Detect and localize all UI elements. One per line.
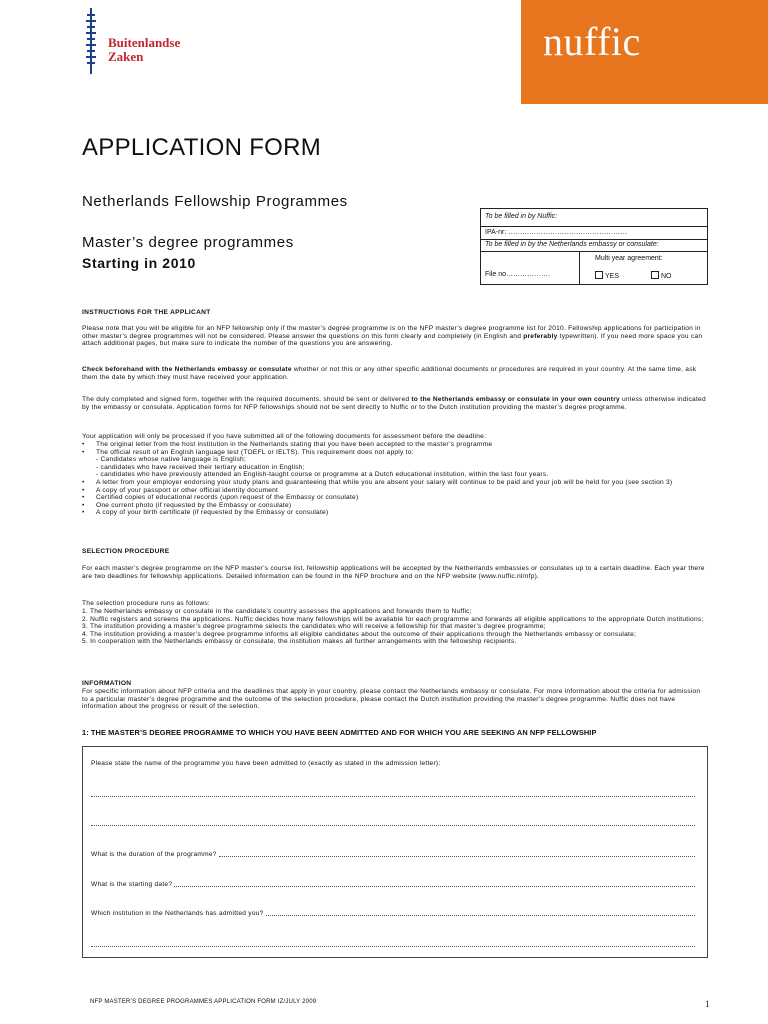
programme-name-question: Please state the name of the programme you have been admitted to (exactly as stated in the admission letter): xyxy=(91,760,441,767)
institution-question: Which institution in the Netherlands has admitted you? xyxy=(91,910,264,917)
starting-date-row xyxy=(91,881,695,888)
yes-option[interactable]: YES xyxy=(595,271,619,280)
list-item: • A letter from your employer endorsing your study plans and guaranteeing that while you are absent your salary will continue to be paid and your job will be held for you (see section 3) xyxy=(82,479,706,487)
ipa-nr-field[interactable]: IPA-nr: …………………………………………… xyxy=(485,229,628,236)
page-footer: NFP MASTER’S DEGREE PROGRAMMES APPLICATION FORM IZ/JULY 2009 xyxy=(90,999,317,1005)
no-checkbox[interactable] xyxy=(651,271,659,279)
list-item: 5. In cooperation with the Netherlands embassy or consulate, the institution makes all further arrangements with the fellowship recipients. xyxy=(82,638,517,646)
programme-subtitle: Netherlands Fellowship Programmes xyxy=(82,193,348,210)
yes-checkbox[interactable] xyxy=(595,271,603,279)
duration-row xyxy=(91,851,695,858)
required-documents-list xyxy=(82,441,706,517)
section-1-form xyxy=(82,746,708,958)
list-item: 1. The Netherlands embassy or consulate in the candidate’s country assesses the applications and forwards them to Nuffic; xyxy=(82,608,472,615)
list-item: • One current photo (if requested by the Embassy or consulate) xyxy=(82,502,706,510)
institution-row xyxy=(91,910,695,917)
instructions-paragraph-3: The duly completed and signed form, together with the required documents, should be sent or delivered to the Netherlands embassy or consulate in your own country unless otherwise indicated by the embassy or consulate. Application forms for NFP fellowships should not be sent directly to Nuffic or to the Dutch institution providing the master’s degree programme. xyxy=(82,396,706,411)
logo-line1: Buitenlandse xyxy=(108,35,181,50)
selection-steps xyxy=(82,608,706,646)
list-item: - candidates who have received their tertiary education in English; xyxy=(96,463,305,471)
page-number: 1 xyxy=(705,999,710,1009)
duration-input-line[interactable] xyxy=(219,855,695,857)
institution-input-line[interactable] xyxy=(266,914,695,916)
list-item: • The original letter from the host institution in the Netherlands stating that you have been accepted to the master’s programme xyxy=(82,441,706,449)
logo-line2: Zaken xyxy=(108,49,144,64)
selection-intro: The selection procedure runs as follows: xyxy=(82,600,211,607)
documents-intro: Your application will only be processed if you have submitted all of the following documents for assessment before the deadline: xyxy=(82,433,487,440)
list-item: - Candidates whose native language is English; xyxy=(96,456,247,464)
degree-subtitle: Master’s degree programmes xyxy=(82,234,294,251)
no-option[interactable]: NO xyxy=(651,271,672,280)
buitenlandse-zaken-emblem-icon xyxy=(84,8,98,74)
list-item: • A copy of your passport or other official identity document xyxy=(82,487,706,495)
information-heading: INFORMATION xyxy=(82,680,132,687)
selection-paragraph: For each master’s degree programme on the NFP master’s course list, fellowship applications will be accepted by the Netherlands embassies or consulates up to a certain deadline. Each year there are two deadlines for fellowship applications. Detailed information can be found in the NFP brochure and on the NFP website (www.nuffic.nl/nfp). xyxy=(82,565,705,580)
list-item: 3. The institution providing a master’s degree programme selects the candidates who will receive a fellowship for that master’s degree programme; xyxy=(82,623,546,631)
programme-name-line-2[interactable] xyxy=(91,824,695,826)
list-item: 4. The institution providing a master’s degree programme informs all eligible candidates about the outcome of their applications through the Netherlands embassy or consulate; xyxy=(82,630,637,638)
starting-year: Starting in 2010 xyxy=(82,255,196,271)
institution-line-2[interactable] xyxy=(91,945,695,947)
file-no-field[interactable]: File no………………. xyxy=(485,271,550,278)
buitenlandse-zaken-logo xyxy=(108,36,180,64)
nuffic-logo xyxy=(521,0,768,104)
page-title: APPLICATION FORM xyxy=(82,134,322,161)
instructions-paragraph-1: Please note that you will be eligible for an NFP fellowship only if the master’s degree programme is on the NFP master’s degree programme list for 2010. Fellowship applications for participation in other master’s degree programmes will not be considered. Please answer the questions on this form clearly and completely (in English and preferably typewritten). If you need more space you can attach additional pages, but make sure to indicate the number of the questions you are answering. xyxy=(82,325,703,348)
section-1-heading: 1: THE MASTER’S DEGREE PROGRAMME TO WHICH YOU HAVE BEEN ADMITTED AND FOR WHICH YOU ARE SEEKING AN NFP FELLOWSHIP xyxy=(82,728,597,737)
list-item: • The official result of an English language test (TOEFL or IELTS). This requirement does not apply to: xyxy=(82,449,706,457)
programme-name-line-1[interactable] xyxy=(91,795,695,797)
list-item: • A copy of your birth certificate (if requested by the Embassy or consulate) xyxy=(82,509,706,517)
instructions-heading: INSTRUCTIONS FOR THE APPLICANT xyxy=(82,309,211,316)
duration-question: What is the duration of the programme? xyxy=(91,851,217,858)
list-item: • Certified copies of educational records (upon request of the Embassy or consulate) xyxy=(82,494,706,502)
office-use-box xyxy=(480,208,708,285)
information-paragraph: For specific information about NFP criteria and the deadlines that apply in your country, please contact the Netherlands embassy or consulate. For more information about the criteria for admission to a particular master’s degree programme and the outcome of the selection procedure, please contact the Dutch institution providing the master’s degree programme. Nuffic does not have information about the progress or result of the selection. xyxy=(82,688,701,711)
instructions-paragraph-2: Check beforehand with the Netherlands embassy or consulate whether or not this or any other specific additional documents or procedures are required in your country. At the same time, ask them the date by which they must have received your application. xyxy=(82,366,697,381)
list-item: 2. Nuffic registers and screens the applications. Nuffic decides how many fellowships will be available for each programme and forwards all eligible applications to the appropriate Dutch institutions; xyxy=(82,615,704,623)
starting-date-question: What is the starting date? xyxy=(91,881,173,888)
nuffic-fill-label: To be filled in by Nuffic: xyxy=(485,213,558,220)
nuffic-logo-text: nuffic xyxy=(543,19,641,64)
list-item: - candidates who have previously attended an English-taught course or programme at a Dutch educational institution, within the last four years. xyxy=(96,471,549,479)
starting-date-input-line[interactable] xyxy=(174,885,695,887)
selection-heading: SELECTION PROCEDURE xyxy=(82,548,170,555)
embassy-fill-label: To be filled in by the Netherlands embassy or consulate: xyxy=(485,241,659,248)
multi-year-label: Multi year agreement: xyxy=(595,255,663,262)
